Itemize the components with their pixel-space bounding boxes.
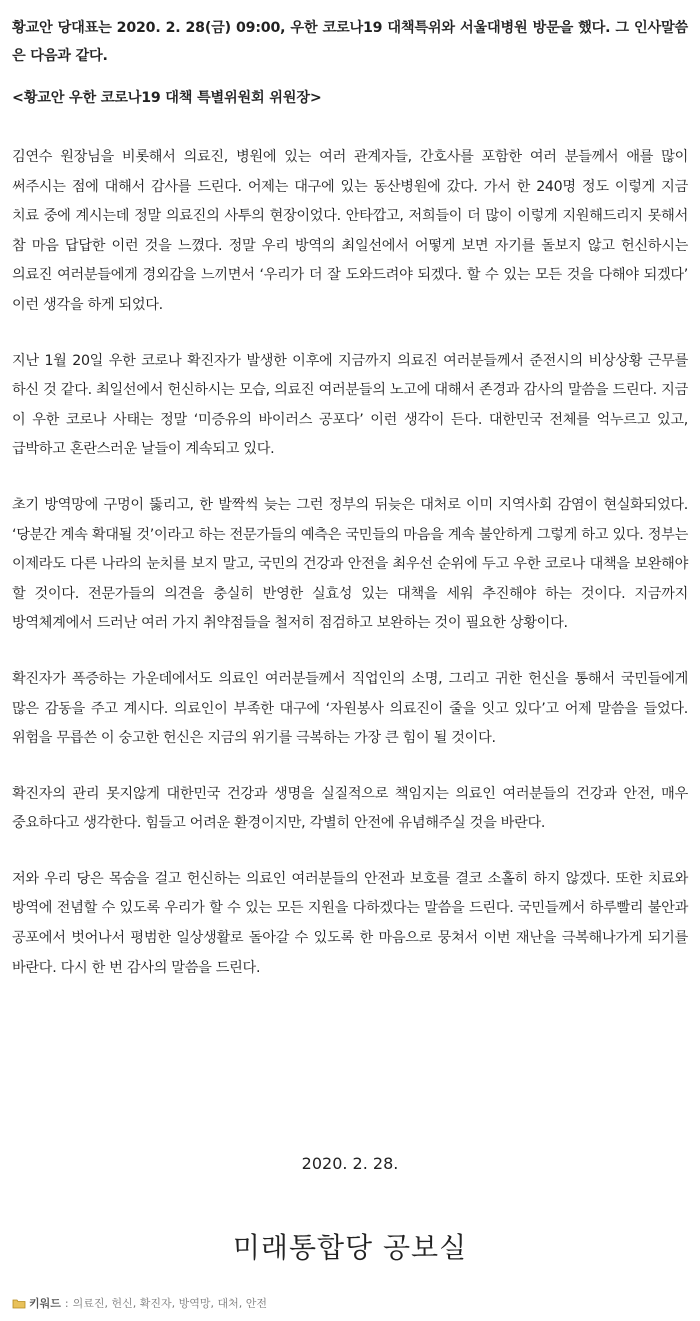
paragraph: 저와 우리 당은 목숨을 걸고 헌신하는 의료인 여러분들의 안전과 보호를 결코 소홀히 하지 않겠다. 또한 치료와 방역에 전념할 수 있도록 우리가 할 수 있는 모든 지원을 다하겠다는 말씀을 드린다. 국민들께서 하루빨리 불안과 공포에서 벗어나서 평범한 일상생활로 돌아갈 수 있도록 한 마음으로 뭉쳐서 이번 재난을 극복해나가게 되기를 바란다. 다시 한 번 감사의 말씀을 드린다. [12,870,688,976]
paragraph: 초기 방역망에 구멍이 뚫리고, 한 발짝씩 늦는 그런 정부의 뒤늦은 대처로 이미 지역사회 감염이 현실화되었다. ‘당분간 계속 확대될 것’이라고 하는 전문가들의 예측은 국민들의 마음을 계속 불안하게 그렇게 하고 있다. 정부는 이제라도 다른 나라의 눈치를 보지 말고, 국민의 건강과 안전을 최우선 순위에 두고 우한 코로나 대책을 보완해야 할 것이다. 전문가들의 의견을 충실히 반영한 실효성 있는 대책을 세워 추진해야 하는 것이다. 지금까지 방역체계에서 드러난 여러 가지 취약점들을 철저히 점검하고 보완하는 것이 필요한 상황이다. [12,496,688,632]
keywords-label: 키워드 [29,1297,61,1310]
press-release-body [12,14,688,1009]
intro-text: 황교안 당대표는 2020. 2. 28(금) 09:00, 우한 코로나19 대책특위와 서울대병원 방문을 했다. 그 인사말씀은 다음과 같다. [12,20,688,64]
paragraph: 확진자가 폭증하는 가운데에서도 의료인 여러분들께서 직업인의 소명, 그리고 귀한 헌신을 통해서 국민들에게 많은 감동을 주고 계시다. 의료인이 부족한 대구에 ‘자원봉사 의료진이 줄을 잇고 있다’고 어제 말씀을 들었다. 위험을 무릅쓴 이 숭고한 헌신은 지금의 위기를 극복하는 가장 큰 힘이 될 것이다. [12,670,688,747]
release-date: 2020. 2. 28. [301,1154,399,1173]
keywords-text: 의료진, 헌신, 확진자, 방역망, 대처, 안전 [72,1297,267,1310]
organization-name: 미래통합당 공보실 [232,1231,468,1264]
speech-heading: <황교안 우한 코로나19 대책 특별위원회 위원장> [12,90,322,106]
paragraph: 확진자의 관리 못지않게 대한민국 건강과 생명을 실질적으로 책임지는 의료인 여러분들의 건강과 안전, 매우 중요하다고 생각한다. 힘들고 어려운 환경이지만, 각별히 안전에 유념해주실 것을 바란다. [12,785,688,832]
keywords-separator: : [64,1296,69,1310]
folder-icon [12,1298,26,1309]
keywords-row [12,1295,267,1311]
paragraph: 지난 1월 20일 우한 코로나 확진자가 발생한 이후에 지금까지 의료진 여러분들께서 준전시의 비상상황 근무를 하신 것 같다. 최일선에서 헌신하시는 모습, 의료진 여러분들의 노고에 대해서 존경과 감사의 말씀을 드린다. 지금 이 우한 코로나 사태는 정말 ‘미증유의 바이러스 공포다’ 이런 생각이 든다. 대한민국 전체를 억누르고 있고, 급박하고 혼란스러운 날들이 계속되고 있다. [12,352,688,458]
paragraph: 김연수 원장님을 비롯해서 의료진, 병원에 있는 여러 관계자들, 간호사를 포함한 여러 분들께서 애를 많이 써주시는 점에 대해서 감사를 드린다. 어제는 대구에 있는 동산병원에 갔다. 가서 한 240명 정도 이렇게 지금 치료 중에 계시는데 정말 의료진의 사투의 현장이었다. 안타깝고, 저희들이 더 많이 이렇게 지원해드리지 못해서 참 마음 답답한 이런 것을 느꼈다. 정말 우리 방역의 최일선에서 어떻게 보면 자기를 돌보지 않고 헌신하시는 의료진 여러분들에게 경외감을 느끼면서 ‘우리가 더 잘 도와드려야 되겠다. 할 수 있는 모든 것을 다해야 되겠다’ 이런 생각을 하게 되었다. [12,149,688,313]
